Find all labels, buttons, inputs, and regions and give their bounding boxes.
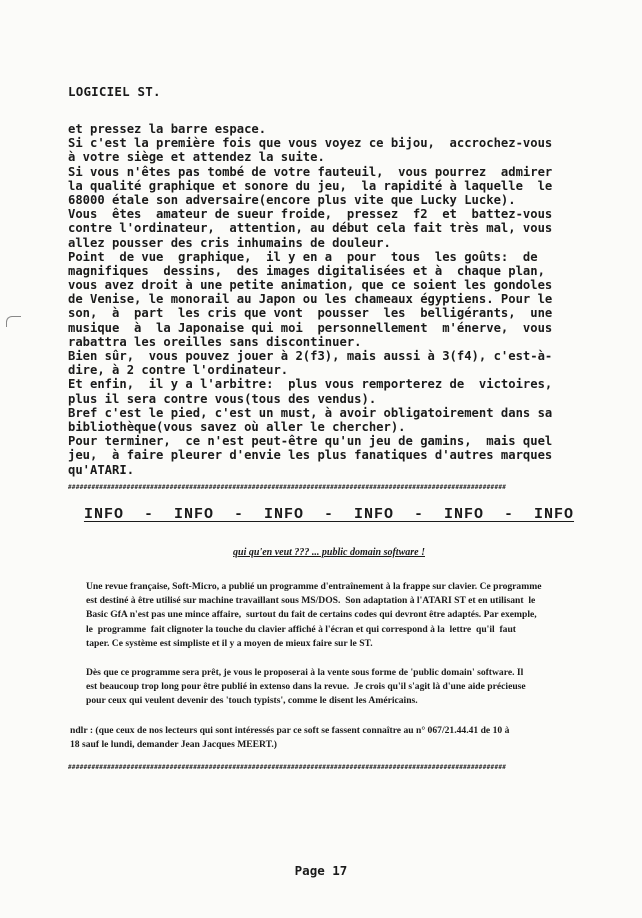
text-line: Vous êtes amateur de sueur froide, pressez f2 et battez-vous [68,207,553,222]
text-line: Si c'est la première fois que vous voyez ce bijou, accrochez-vous [68,136,553,151]
text-line: la qualité graphique et sonore du jeu, la rapidité à laquelle le [68,178,553,193]
text-line: contre l'ordinateur, attention, au début cela fait très mal, vous [68,221,553,236]
text-line: de Venise, le monorail au Japon ou les chameaux égyptiens. Pour le [68,292,553,307]
text-line: est beaucoup trop long pour être publié in extenso dans la revue. Je crois qu'il s'agit là d'une aide précieuse [86,681,526,693]
text-line: Basic GfA n'est pas une mince affaire, surtout du fait de certains codes qui devront être adaptés. Par exemple, [86,609,537,621]
info-paragraph-1 [86,580,592,651]
text-line: son, à part les cris que vont pousser les belligérants, une [68,306,553,321]
separator-bottom: ################################################################################################################ [68,764,507,771]
text-line: taper. Ce système est simpliste et il y a moyen de mieux faire sur le ST. [86,637,373,649]
info-paragraph-2 [86,666,592,709]
text-line: Si vous n'êtes pas tombé de votre fauteuil, vous pourrez admirer [68,164,553,179]
text-line: le programme fait clignoter la touche du clavier affiché à l'écran et qui correspond à la lettre qu'il faut [86,623,516,635]
text-line: Dès que ce programme sera prêt, je vous le proposerai à la vente sous forme de 'public domain' software. Il [86,667,524,678]
page-header: LOGICIEL ST. [68,84,161,99]
text-line: 68000 étale son adversaire(encore plus vite que Lucky Lucke). [68,192,516,207]
text-line: dire, à 2 contre l'ordinateur. [68,363,289,378]
text-line: à votre siège et attendez la suite. [68,150,325,165]
text-line: Et enfin, il y a l'arbitre: plus vous remporterez de victoires, [68,377,553,392]
text-line: allez pousser des cris inhumains de douleur. [68,235,391,250]
page-number: Page 17 [294,863,348,878]
text-line: 18 sauf le lundi, demander Jean Jacques MEERT.) [70,739,277,751]
scan-mark [6,316,21,327]
text-line: Bien sûr, vous pouvez jouer à 2(f3), mais aussi à 3(f4), c'est-à- [68,349,553,363]
text-line: bibliothèque(vous savez où aller le chercher). [68,419,406,434]
text-line: vous avez droit à une petite animation, que ce soient les gondoles [68,278,553,293]
info-subtitle: qui qu'en veut ??? ... public domain software ! [233,547,425,558]
text-line: qu'ATARI. [68,462,135,477]
text-line: rabattra les oreilles sans discontinuer. [68,334,362,349]
text-line: magnifiques dessins, des images digitalisées et à chaque plan, [68,263,545,278]
article-body [68,122,593,477]
text-line: jeu, à faire pleurer d'envie les plus fanatiques d'autres marques [68,448,553,463]
text-line: plus il sera contre vous(tous des vendus). [68,391,377,406]
text-line: pour ceux qui veulent devenir des 'touch typists', comme le disent les Américains. [86,695,418,707]
text-line: ndlr : (que ceux de nos lecteurs qui sont intéressés par ce soft se fassent connaître au n° 067/21.44.41 de 10 à [70,725,510,736]
text-line: est destiné à être utilisé sur machine travaillant sous MS/DOS. Son adaptation à l'ATARI ST et en utilisant le [86,595,536,607]
text-line: Point de vue graphique, il y en a pour tous les goûts: de [68,249,538,264]
text-line: Une revue française, Soft-Micro, a publié un programme d'entraînement à la frappe sur clavier. Ce programme [86,581,542,592]
text-line: Bref c'est le pied, c'est un must, à avoir obligatoirement dans sa [68,405,553,420]
info-banner: INFO - INFO - INFO - INFO - INFO - INFO [83,506,575,523]
text-line: Pour terminer, ce n'est peut-être qu'un jeu de gamins, mais quel [68,434,553,449]
text-line: et pressez la barre espace. [68,122,267,136]
info-paragraph-3 [70,724,592,752]
separator-top: ################################################################################################################ [68,484,507,491]
text-line: musique à la Japonaise qui moi personnellement m'énerve, vous [68,320,553,335]
